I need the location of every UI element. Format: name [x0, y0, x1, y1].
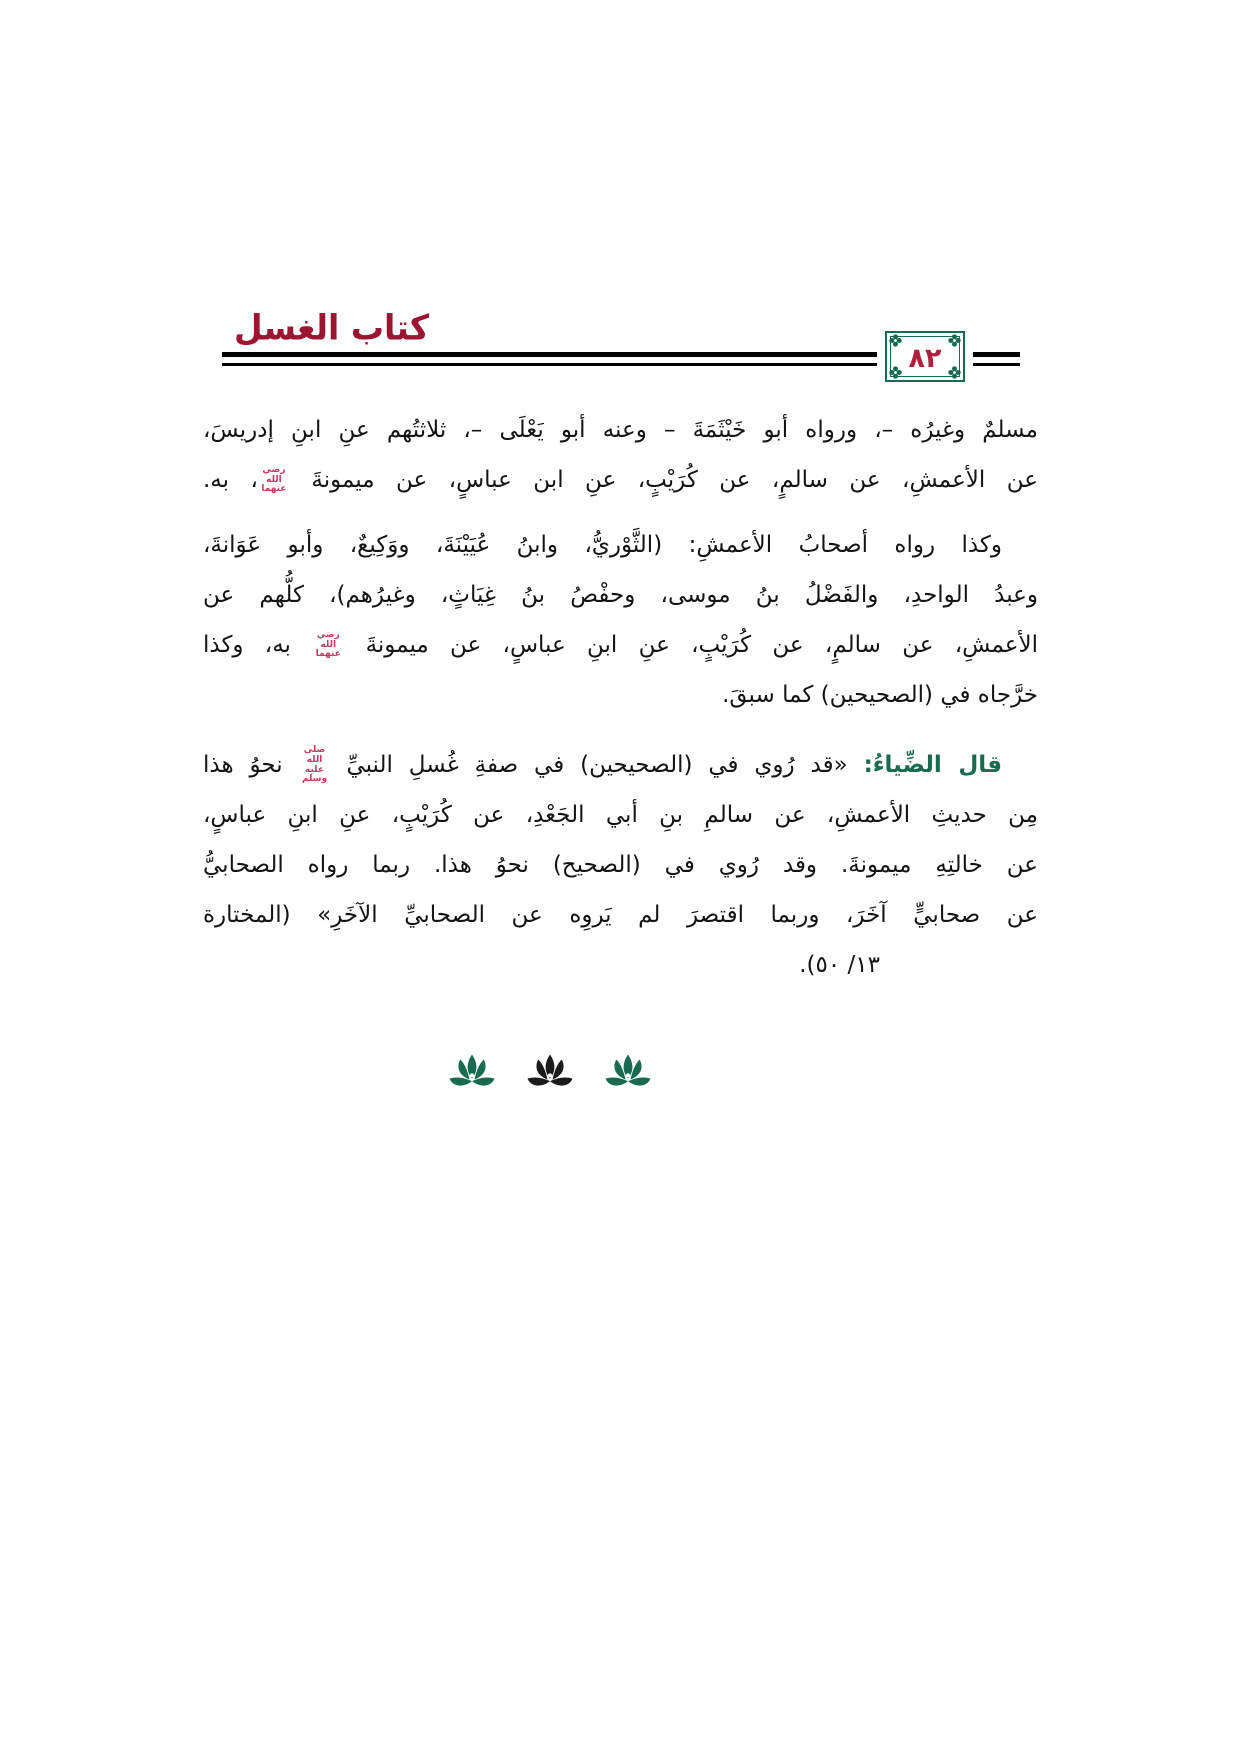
- line-text: عن صحابيٍّ آخَرَ، وربما اقتصرَ لم يَروِه عن الصحابيِّ الآخَرِ» (المختارة: [203, 902, 1038, 928]
- honorific-seal: صلى الله عليه وسلم: [301, 744, 328, 785]
- page-body: [203, 405, 1038, 990]
- line-text: مِن حديثِ الأعمشِ، عن سالمِ بنِ أبي الجَعْدِ، عن كُرَيْبٍ، عنِ ابنِ عباسٍ،: [203, 802, 1038, 828]
- line-text: الأعمشِ، عن سالمٍ، عن كُرَيْبٍ، عنِ ابنِ عباسٍ، عن ميمونةَ: [365, 632, 1038, 658]
- paragraph: [203, 520, 1038, 720]
- honorific-seal: رضي الله عنهما: [315, 629, 341, 660]
- page-number-box: [885, 331, 965, 382]
- text-line: [203, 620, 1038, 670]
- honorific-seal: رضي الله عنهما: [261, 464, 287, 495]
- text-line: [203, 670, 1038, 720]
- text-line: [203, 405, 1038, 455]
- line-text: ، به.: [203, 467, 258, 493]
- lotus-flower-icon: [603, 1052, 653, 1092]
- page-number-frame: [890, 336, 960, 377]
- text-line: [203, 840, 1038, 890]
- footer-ornaments: [447, 1050, 653, 1094]
- book-title: كتاب الغسل: [234, 307, 430, 348]
- page-number: ٨٢: [908, 343, 942, 374]
- text-line: [203, 890, 1038, 940]
- text-line: [203, 455, 1038, 505]
- line-text: به، وكذا: [203, 632, 291, 658]
- line-text: وعبدُ الواحدِ، والفَضْلُ بنُ موسى، وحفْصُ بنُ غِيَاثٍ، وغيرُهم)، كلُّهم عن: [203, 582, 1038, 608]
- line-text: خرَّجاه في (الصحيحين) كما سبقَ.: [722, 682, 1038, 708]
- line-text: عن خالتِهِ ميمونةَ. وقد رُوي في (الصحيح) نحوُ هذا. ربما رواه الصحابيُّ: [203, 852, 1038, 878]
- line-text: نحوُ هذا: [203, 752, 283, 778]
- lotus-flower-icon: [447, 1052, 497, 1092]
- text-line: [203, 740, 1038, 790]
- lotus-flower-icon: [525, 1052, 575, 1092]
- text-line: [203, 790, 1038, 840]
- paragraph: [203, 740, 1038, 990]
- text-line: [203, 520, 1038, 570]
- line-text: ١٣/ ٥٠).: [799, 952, 880, 978]
- line-text: عن الأعمشِ، عن سالمٍ، عن كُرَيْبٍ، عنِ ابن عباسٍ، عن ميمونةَ: [311, 467, 1038, 493]
- line-text: «قد رُوي في (الصحيحين) في صفةِ غُسلِ النبيِّ: [346, 752, 848, 778]
- line-text: مسلمٌ وغيرُه –، ورواه أبو خَيْثَمَةَ – وعنه أبو يَعْلَى –، ثلاثتُهم عنِ ابنِ إدريسَ،: [203, 417, 1038, 443]
- paragraph: [203, 405, 1038, 505]
- text-line: [203, 570, 1038, 620]
- reference-line: [203, 940, 1038, 990]
- speaker-label: قال الضِّياءُ:: [863, 752, 1003, 778]
- line-text: وكذا رواه أصحابُ الأعمشِ: (الثَّوْريُّ، وابنُ عُيَيْنَةَ، ووَكِيعٌ، وأبو عَوَانةَ،: [203, 532, 1002, 558]
